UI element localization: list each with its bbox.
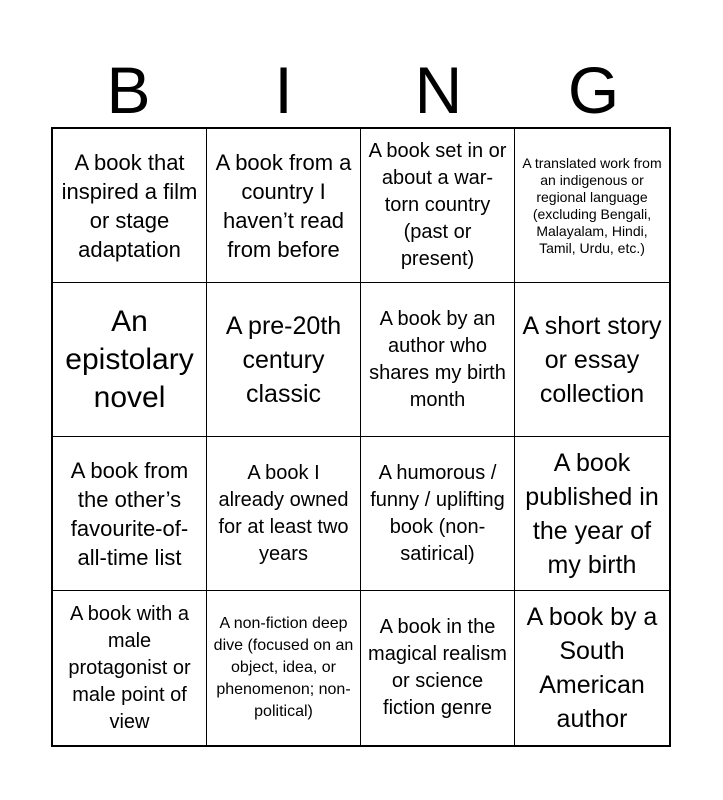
bingo-cell[interactable] — [53, 283, 207, 437]
bingo-cell-text: A book in the magical realism or science fiction genre — [368, 616, 507, 719]
bingo-cell[interactable] — [53, 437, 207, 591]
bingo-cell-text: A book from a country I haven’t read from before — [215, 149, 352, 262]
bingo-cell-text: A book by a South American author — [526, 603, 658, 733]
bingo-cell-text: A pre-20th century classic — [225, 311, 342, 408]
header-letter-g: G — [567, 53, 620, 127]
bingo-cell-text: A book that inspired a film or stage adaptation — [61, 149, 198, 262]
header-letter-n: N — [414, 53, 463, 127]
bingo-cell[interactable] — [361, 129, 515, 283]
bingo-cell[interactable] — [361, 591, 515, 745]
bingo-board — [51, 127, 671, 747]
bingo-cell[interactable] — [207, 591, 361, 745]
bingo-cell[interactable] — [361, 437, 515, 591]
bingo-cell[interactable] — [515, 437, 669, 591]
bingo-cell[interactable] — [515, 591, 669, 745]
bingo-cell-text: A short story or essay collection — [522, 311, 662, 408]
bingo-cell[interactable] — [53, 591, 207, 745]
bingo-cell[interactable] — [515, 129, 669, 283]
header-letter-i: I — [274, 53, 293, 127]
bingo-cell-text: A translated work from an indigenous or regional language (excluding Bengali, Malayalam, Hindi, Tamil, Urdu, etc.) — [522, 154, 662, 256]
bingo-cell-text: A non-fiction deep dive (focused on an object, idea, or phenomenon; non-political) — [213, 615, 354, 720]
bingo-cell-text: A book with a male protagonist or male point of view — [68, 602, 191, 733]
bingo-cell-text: A humorous / funny / uplifting book (non-satirical) — [370, 461, 505, 565]
bingo-cell-text: A book from the other’s favourite-of-all-time list — [70, 457, 189, 570]
bingo-cell[interactable] — [53, 129, 207, 283]
bingo-cell-text: A book published in the year of my birth — [525, 448, 659, 579]
bingo-cell-text: A book set in or about a war-torn country (past or present) — [368, 140, 507, 270]
bingo-cell[interactable] — [361, 283, 515, 437]
bingo-cell[interactable] — [515, 283, 669, 437]
header-letter-b: B — [106, 53, 151, 127]
bingo-cell[interactable] — [207, 129, 361, 283]
bingo-cell-text: A book I already owned for at least two years — [218, 461, 349, 565]
bingo-cell-text: An epistolary novel — [65, 304, 194, 414]
bingo-cell[interactable] — [207, 283, 361, 437]
bingo-cell-text: A book by an author who shares my birth month — [369, 307, 506, 411]
bingo-header — [51, 52, 671, 128]
bingo-cell[interactable] — [207, 437, 361, 591]
